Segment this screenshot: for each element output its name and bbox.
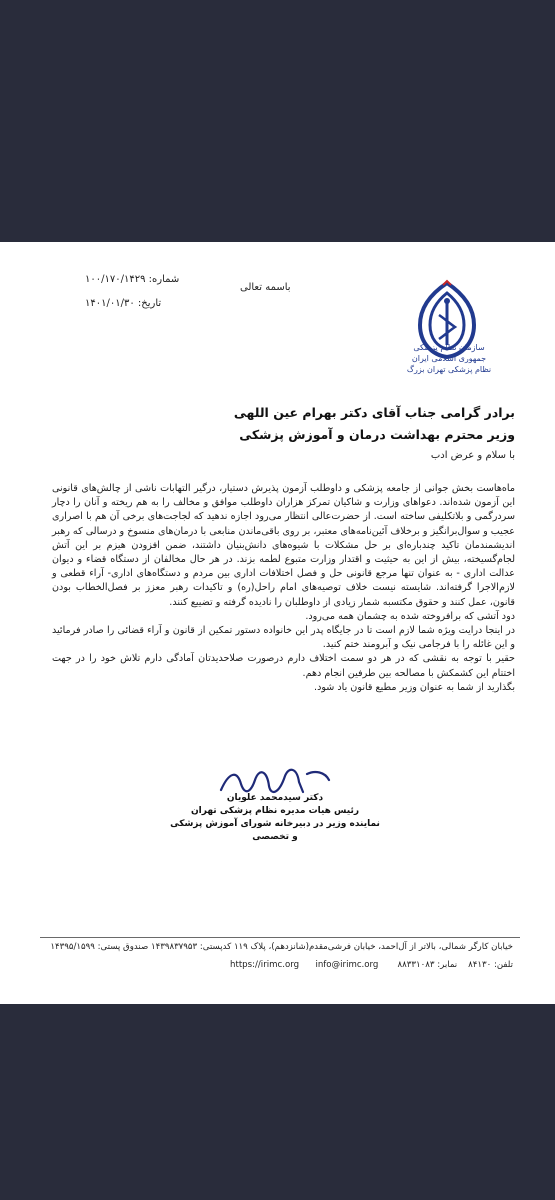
body-paragraph: بگذارید از شما به عنوان وزیر مطیع قانون یاد شود. — [314, 681, 515, 693]
footer-contact — [230, 960, 513, 970]
letter-date-value: ۱۴۰۱/۰۱/۳۰ — [85, 298, 135, 309]
website-link[interactable]: https://irimc.org — [230, 960, 300, 970]
letter-date — [85, 298, 161, 309]
addressee-title: وزیر محترم بهداشت درمان و آموزش پزشکی — [239, 427, 515, 442]
addressee-block — [234, 402, 515, 446]
fax-number: ۸۸۳۳۱۰۸۳ — [397, 960, 435, 970]
letter-number-value: ۱۰۰/۱۷۰/۱۴۲۹ — [85, 274, 146, 285]
phone-number: ۸۴۱۳۰ — [468, 960, 492, 970]
fax-label: نمابر: — [437, 960, 458, 970]
body-paragraph: دود آتشی که برافروخته شده به چشمان همه می‌رود. — [305, 610, 515, 622]
letter-number — [85, 274, 179, 285]
phone-label: تلفن: — [493, 960, 513, 970]
basmala: باسمه تعالی — [240, 282, 291, 293]
footer-divider — [40, 937, 520, 938]
letter-document — [0, 242, 555, 1004]
addressee-name: برادر گرامی جناب آقای دکتر بهرام عین اللهی — [233, 405, 515, 420]
footer-address: خیابان کارگر شمالی، بالاتر از آل‌احمد، خیابان فرشی‌مقدم(شانزدهم)، پلاک ۱۱۹ کدپستی: ۱۴۳۹۸۳۷۹۵۳ صندوق پستی: ۱۴۳۹۵/۱۵۹۹ — [50, 942, 513, 952]
email-link[interactable]: info@irimc.org — [315, 960, 379, 970]
letter-date-label: تاریخ: — [137, 298, 162, 309]
signatory-role: نماینده وزیر در دبیرخانه شورای آموزش پزشکی و تخصصی — [170, 819, 380, 842]
handwritten-signature-icon — [215, 762, 335, 802]
signatory-title: رئیس هیات مدیره نظام پزشکی تهران — [191, 806, 359, 816]
letter-body — [52, 482, 515, 695]
body-paragraph: حقیر با توجه به نقشی که در هر دو سمت اختلاف دارم درصورت صلاحدیدتان آمادگی دارم تلاش خود را در جهت اختتام این کشمکش با مصالحه بین طرفین انجام دهم. — [52, 653, 515, 679]
body-paragraph: در اینجا درایت ویژه شما لازم است تا در جایگاه پدر این خانواده دستور تمکین از قانون و آراء قضائی را صادر فرمائید و این غائله را با فرجامی نیک و آبرومند ختم کنید. — [52, 625, 515, 651]
greeting: با سلام و عرض ادب — [430, 450, 515, 461]
letter-number-label: شماره: — [148, 274, 180, 285]
signatory-name: دکتر سیدمحمد علویان — [226, 793, 324, 803]
signature-block — [170, 762, 380, 844]
letterhead-org-name: سازمان نظام پزشکی جمهوری اسلامی ایران نظام پزشکی تهران بزرگ — [406, 343, 492, 374]
body-paragraph: ماه‌هاست بخش جوانی از جامعه پزشکی و داوطلب آزمون پذیرش دستیار، درگیر التهابات ناشی از چالش‌های قانونی این آزمون شده‌اند. دعواهای وزارت و شاکیان تمرکز هزاران داوطلب موافق و مخالف را به هم ریخته و آنان را دچار سردرگمی و بلاتکلیفی ساخته است. از حضرت‌عالی انتظار می‌رود اجازه ندهید که لجاجت‌های برخی آن هم با اصراری عجیب و سوال‌برانگیز و برخلاف آئین‌نامه‌های معتبر، بر روی باقی‌ماندن منابعی با درمان‌های منسوخ و درسالی که رهبر اندیشمندمان تاکید چندباره‌ای بر حل مشکلات با شیوه‌های دانش‌بنیان داشتند، ضمن افزودن هیزم بر این آتش لجام‌گسیخته، بیش از این به حیثیت و اقتدار وزارت متبوع لطمه بزند. در هر حال مخالفان از دستگاه قضاء و دیوان عدالت اداری - به عنوان تنها مرجع قانونی حل و فصل اختلافات اداری بین مردم و دستگاه‌های اداری- آراء قطعی و لازم‌الاجرا گرفته‌اند. شایسته نیست خلاف توصیه‌های امام راحل(ره) و تاکیدات رهبر معزز بر فصل‌الخطاب بودن قانون، عمل کنند و حقوق مکتسبه شمار زیادی از داوطلبان را نادیده گرفته و تضییع کنند. — [52, 483, 515, 608]
